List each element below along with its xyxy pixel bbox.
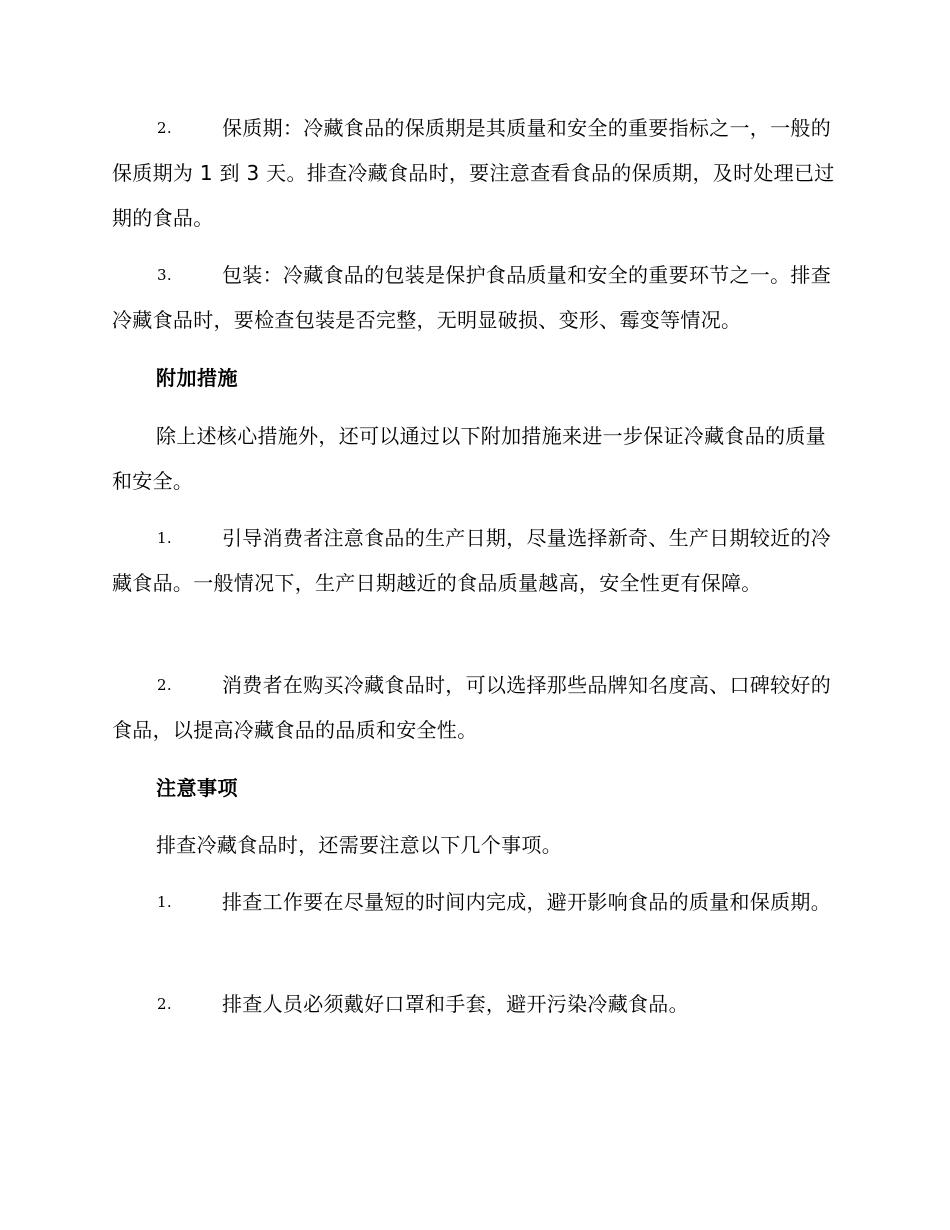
list-item-additional-2 xyxy=(112,663,837,753)
list-number: 3. xyxy=(157,266,172,284)
list-number: 2. xyxy=(157,995,172,1013)
section-heading-additional: 附加措施 xyxy=(156,366,238,390)
paragraph-additional-intro: 除上述核心措施外，还可以通过以下附加措施来进一步保证冷藏食品的质量和安全。 xyxy=(112,424,826,493)
list-text: 排查人员必须戴好口罩和手套，避开污染冷藏食品。 xyxy=(222,992,689,1016)
list-text: 排查工作要在尽量短的时间内完成，避开影响食品的质量和保质期。 xyxy=(222,890,831,914)
list-number: 1. xyxy=(157,893,172,911)
section-heading-notes: 注意事项 xyxy=(156,776,238,800)
list-item-notes-2 xyxy=(112,982,837,1027)
list-number: 2. xyxy=(157,676,172,694)
list-text: 保质期：冷藏食品的保质期是其质量和安全的重要指标之一，一般的保质期为 1 到 3 天。排查冷藏食品时，要注意查看食品的保质期，及时处理已过期的食品。 xyxy=(112,116,835,230)
list-text: 包装：冷藏食品的包装是保护食品质量和安全的重要环节之一。排查冷藏食品时，要检查包装是否完整，无明显破损、变形、霉变等情况。 xyxy=(112,263,831,332)
list-item-additional-1 xyxy=(112,516,837,606)
list-text: 引导消费者注意食品的生产日期，尽量选择新奇、生产日期较近的冷藏食品。一般情况下，生产日期越近的食品质量越高，安全性更有保障。 xyxy=(112,526,831,595)
list-number: 1. xyxy=(157,529,172,547)
paragraph-notes-intro: 排查冷藏食品时，还需要注意以下几个事项。 xyxy=(156,833,562,857)
list-text: 消费者在购买冷藏食品时，可以选择那些品牌知名度高、口碑较好的食品，以提高冷藏食品的品质和安全性。 xyxy=(112,673,831,742)
list-item-notes-1 xyxy=(112,880,837,925)
list-item-packaging xyxy=(112,253,837,343)
list-item-shelf-life xyxy=(112,106,837,241)
list-number: 2. xyxy=(157,119,172,137)
